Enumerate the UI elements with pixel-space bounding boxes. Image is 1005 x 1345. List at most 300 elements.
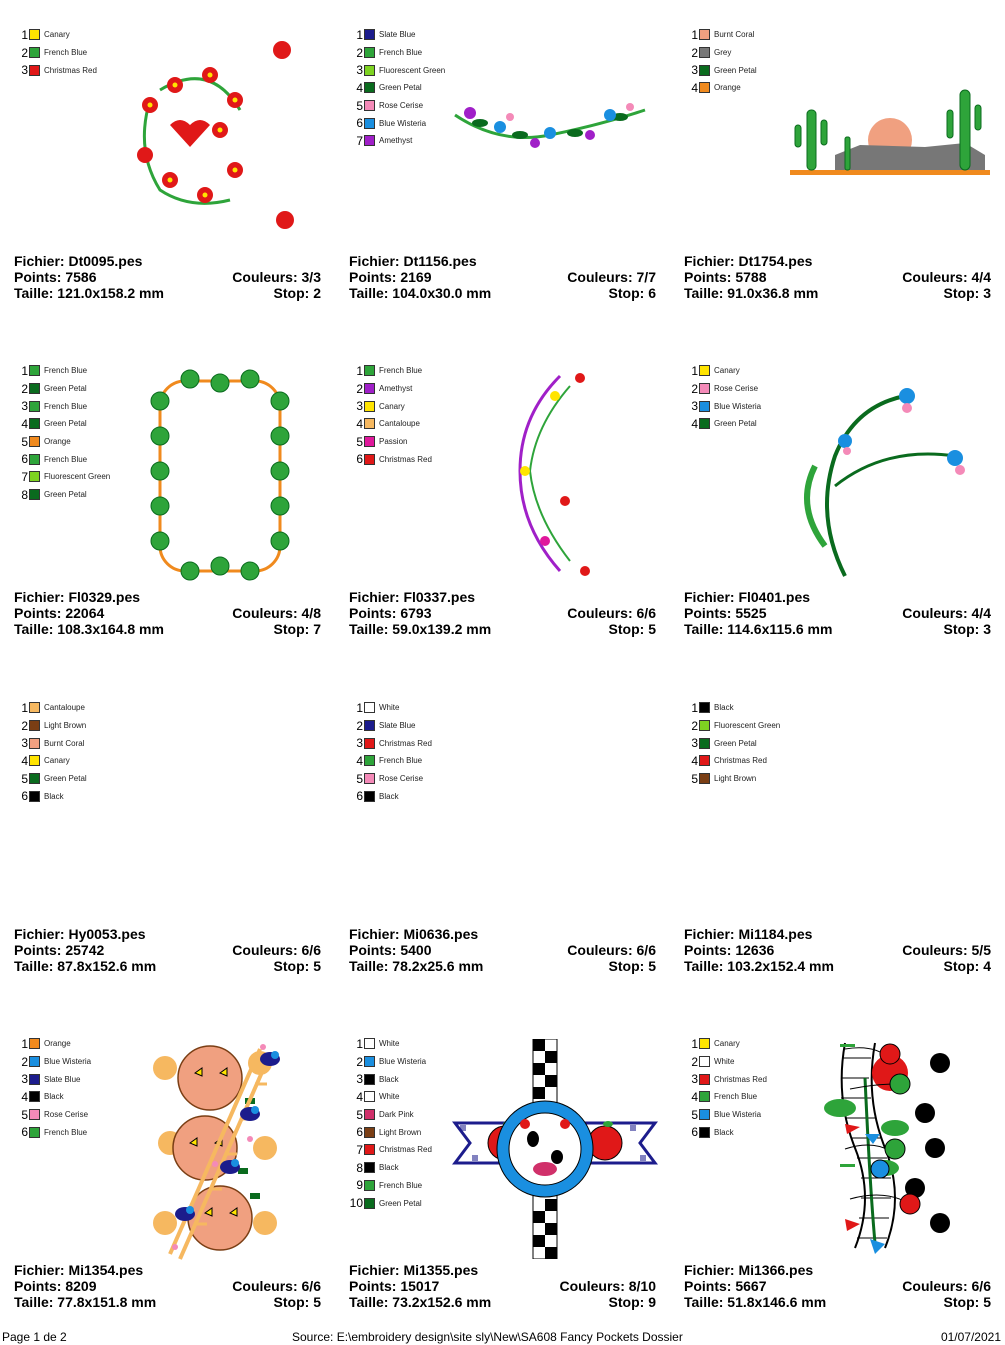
thread-name: Black [379,1163,399,1173]
thread-color-row [682,1035,767,1053]
thread-number: 5 [691,1107,698,1122]
design-card [0,673,335,1009]
design-info [14,926,321,974]
thread-name: Black [379,791,399,801]
thread-number: 3 [21,63,28,78]
thread-name: Green Petal [714,419,757,429]
design-size: Taille: 51.8x146.6 mm [684,1294,827,1310]
file-name: Fichier: Mi1354.pes [14,1262,144,1278]
stop-count: Stop: 3 [943,285,991,301]
thread-name: Green Petal [44,490,87,500]
thread-color-row [682,380,761,398]
design-card [335,673,670,1009]
thread-color-row [347,699,432,717]
thread-color-swatch [29,471,40,482]
thread-number: 5 [21,434,28,449]
thread-color-swatch [699,1056,710,1067]
design-card [670,673,1005,1009]
thread-color-row [682,61,757,79]
thread-number: 1 [691,1036,698,1051]
thread-color-list [347,362,432,468]
thread-color-row [682,1088,767,1106]
stitch-points: Points: 8209 [14,1278,97,1294]
thread-color-row [682,734,780,752]
thread-color-swatch [699,82,710,93]
thread-color-swatch [699,720,710,731]
thread-color-swatch [29,1038,40,1049]
thread-number: 4 [691,1089,698,1104]
thread-color-swatch [699,383,710,394]
design-card [670,0,1005,336]
thread-color-row [347,1177,432,1195]
thread-color-swatch [29,791,40,802]
design-info [684,1262,991,1310]
thread-name: French Blue [379,756,423,766]
thread-number: 3 [356,1072,363,1087]
thread-color-swatch [699,418,710,429]
design-size: Taille: 87.8x152.6 mm [14,958,157,974]
thread-name: Fluorescent Green [44,472,111,482]
thread-color-row [347,1123,432,1141]
thread-number: 3 [21,399,28,414]
stitch-points: Points: 5400 [349,942,432,958]
thread-color-list [12,699,87,805]
thread-color-swatch [364,1074,375,1085]
thread-color-row [12,787,87,805]
thread-number: 8 [356,1160,363,1175]
design-size: Taille: 91.0x36.8 mm [684,285,819,301]
thread-name: Green Petal [44,384,87,394]
thread-color-row [347,44,445,62]
design-preview-cow-checker [495,1039,595,1259]
thread-number: 9 [356,1178,363,1193]
thread-number: 2 [691,718,698,733]
thread-name: Christmas Red [714,1074,767,1084]
thread-color-swatch [29,436,40,447]
thread-number: 4 [356,1089,363,1104]
thread-number: 2 [21,1054,28,1069]
thread-number: 7 [356,1142,363,1157]
thread-number: 4 [691,80,698,95]
thread-number: 5 [691,771,698,786]
thread-color-swatch [29,47,40,58]
stitch-points: Points: 15017 [349,1278,440,1294]
thread-name: Slate Blue [379,30,416,40]
color-count: Couleurs: 6/6 [902,1278,991,1294]
file-name: Fichier: Mi1355.pes [349,1262,479,1278]
thread-name: Canary [379,401,405,411]
stitch-points: Points: 12636 [684,942,775,958]
thread-color-row [347,734,432,752]
thread-color-swatch [364,1144,375,1155]
thread-name: Burnt Coral [714,30,755,40]
thread-number: 4 [21,753,28,768]
file-name: Fichier: Hy0053.pes [14,926,146,942]
thread-color-row [682,770,780,788]
thread-color-row [682,1106,767,1124]
file-name: Fichier: Dt1156.pes [349,253,477,269]
thread-color-swatch [364,1180,375,1191]
thread-name: Amethyst [379,136,413,146]
thread-color-swatch [364,791,375,802]
design-card [335,336,670,672]
design-size: Taille: 103.2x152.4 mm [684,958,834,974]
thread-number: 1 [691,700,698,715]
thread-color-list [347,1035,432,1212]
thread-color-swatch [364,702,375,713]
file-name: Fichier: Fl0401.pes [684,589,811,605]
color-count: Couleurs: 8/10 [559,1278,656,1294]
design-info [349,589,656,637]
design-preview-party-balloons [835,1039,945,1259]
thread-name: Green Petal [379,83,422,93]
thread-name: Black [714,703,734,713]
footer-source-path: Source: E:\embroidery design\site sly\New\SA608 Fancy Pockets Dossier [292,1330,683,1344]
thread-number: 6 [21,1125,28,1140]
design-card [670,336,1005,672]
file-name: Fichier: Fl0337.pes [349,589,476,605]
thread-color-swatch [364,29,375,40]
design-size: Taille: 104.0x30.0 mm [349,285,492,301]
thread-color-swatch [29,702,40,713]
thread-name: Rose Cerise [379,774,424,784]
thread-color-swatch [364,82,375,93]
footer-date: 01/07/2021 [940,1330,1001,1344]
thread-color-swatch [364,365,375,376]
thread-number: 1 [356,363,363,378]
thread-name: French Blue [44,454,88,464]
thread-color-list [347,699,432,805]
stop-count: Stop: 5 [608,621,656,637]
design-info [349,1262,656,1310]
thread-name: Burnt Coral [44,738,85,748]
thread-color-swatch [364,1198,375,1209]
thread-name: Slate Blue [44,1074,81,1084]
thread-name: Green Petal [44,774,87,784]
thread-name: White [379,1039,400,1049]
thread-color-row [12,415,110,433]
design-card [670,1009,1005,1345]
thread-color-row [347,380,432,398]
thread-number: 4 [691,753,698,768]
thread-number: 3 [691,399,698,414]
stop-count: Stop: 2 [273,285,321,301]
stitch-points: Points: 5667 [684,1278,767,1294]
thread-name: Fluorescent Green [714,721,781,731]
thread-color-swatch [364,118,375,129]
design-info [14,589,321,637]
thread-color-row [347,1053,432,1071]
thread-color-swatch [29,418,40,429]
thread-number: 3 [691,736,698,751]
thread-color-row [12,433,110,451]
thread-color-row [347,97,445,115]
thread-color-swatch [364,135,375,146]
color-count: Couleurs: 5/5 [902,942,991,958]
thread-number: 6 [691,1125,698,1140]
thread-color-row [682,362,761,380]
file-name: Fichier: Dt0095.pes [14,253,143,269]
thread-name: Light Brown [379,1127,422,1137]
thread-color-row [347,61,445,79]
thread-color-swatch [29,1091,40,1102]
thread-color-swatch [364,1091,375,1102]
color-count: Couleurs: 4/4 [902,269,991,285]
thread-number: 3 [21,1072,28,1087]
thread-color-swatch [29,738,40,749]
design-size: Taille: 78.2x25.6 mm [349,958,484,974]
thread-color-row [682,1123,767,1141]
thread-number: 1 [21,363,28,378]
design-size: Taille: 77.8x151.8 mm [14,1294,157,1310]
thread-name: Canary [714,366,740,376]
thread-color-list [682,362,761,433]
thread-number: 1 [691,363,698,378]
thread-color-swatch [29,383,40,394]
thread-name: Dark Pink [379,1110,414,1120]
thread-color-row [682,415,761,433]
thread-number: 4 [356,416,363,431]
thread-name: Christmas Red [714,756,767,766]
thread-name: Black [714,1127,734,1137]
thread-number: 6 [356,789,363,804]
thread-number: 2 [691,45,698,60]
thread-number: 6 [21,789,28,804]
design-preview-lily-stem [785,366,995,581]
thread-name: Blue Wisteria [714,1110,762,1120]
thread-name: Black [44,1092,64,1102]
thread-color-list [682,26,757,97]
thread-number: 2 [356,45,363,60]
design-card [0,336,335,672]
thread-number: 3 [356,399,363,414]
thread-color-row [12,734,87,752]
color-count: Couleurs: 6/6 [232,942,321,958]
thread-color-row [347,433,432,451]
thread-color-swatch [699,1074,710,1085]
thread-name: Canary [714,1039,740,1049]
thread-color-row [12,362,110,380]
stitch-points: Points: 22064 [14,605,105,621]
thread-color-row [347,450,432,468]
stitch-points: Points: 5525 [684,605,767,621]
thread-color-row [682,397,761,415]
color-count: Couleurs: 7/7 [567,269,656,285]
thread-color-swatch [699,1091,710,1102]
thread-name: Light Brown [714,774,757,784]
thread-name: Black [379,1074,399,1084]
design-card [0,0,335,336]
thread-color-row [347,752,432,770]
thread-color-swatch [364,720,375,731]
thread-color-list [682,699,780,787]
stop-count: Stop: 9 [608,1294,656,1310]
thread-color-list [12,362,110,504]
design-preview-floral-heart [130,30,305,245]
stop-count: Stop: 3 [943,621,991,637]
thread-color-row [347,1141,432,1159]
design-preview-ivy-frame [140,361,305,586]
thread-name: Rose Cerise [44,1110,89,1120]
thread-color-swatch [364,1056,375,1067]
thread-color-swatch [699,65,710,76]
design-preview-birds-trellis [155,1039,290,1264]
thread-number: 1 [356,1036,363,1051]
thread-number: 3 [691,63,698,78]
thread-color-swatch [364,738,375,749]
thread-name: Green Petal [714,65,757,75]
thread-color-swatch [364,1038,375,1049]
thread-name: French Blue [379,48,423,58]
thread-color-swatch [29,1109,40,1120]
thread-color-list [347,26,445,150]
design-size: Taille: 59.0x139.2 mm [349,621,492,637]
thread-number: 1 [356,700,363,715]
thread-color-row [12,699,87,717]
thread-color-swatch [29,1127,40,1138]
thread-name: French Blue [44,366,88,376]
thread-name: Christmas Red [379,1145,432,1155]
thread-number: 6 [21,452,28,467]
thread-number: 3 [356,736,363,751]
thread-number: 2 [21,45,28,60]
thread-name: Christmas Red [379,454,432,464]
thread-color-swatch [699,29,710,40]
stop-count: Stop: 5 [273,958,321,974]
thread-color-swatch [29,755,40,766]
thread-color-swatch [699,738,710,749]
color-count: Couleurs: 6/6 [567,942,656,958]
thread-color-swatch [364,100,375,111]
thread-color-row [347,397,432,415]
thread-color-row [347,1194,432,1212]
thread-color-row [12,1088,91,1106]
thread-number: 6 [356,1125,363,1140]
stitch-points: Points: 2169 [349,269,432,285]
thread-color-row [347,770,432,788]
thread-number: 3 [21,736,28,751]
design-size: Taille: 114.6x115.6 mm [684,621,833,637]
thread-color-swatch [364,1162,375,1173]
design-info [684,253,991,301]
thread-number: 1 [691,27,698,42]
thread-number: 6 [356,452,363,467]
file-name: Fichier: Dt1754.pes [684,253,813,269]
thread-name: Cantaloupe [44,703,85,713]
thread-color-row [12,1035,91,1053]
thread-number: 2 [21,381,28,396]
thread-number: 1 [21,1036,28,1051]
thread-color-swatch [699,702,710,713]
thread-number: 2 [691,381,698,396]
thread-name: Fluorescent Green [379,65,446,75]
design-info [684,926,991,974]
design-preview-desert-cactus [785,65,995,180]
thread-number: 7 [21,469,28,484]
design-card [335,1009,670,1345]
thread-color-swatch [29,1074,40,1085]
thread-name: Blue Wisteria [379,118,427,128]
design-info [349,926,656,974]
thread-color-swatch [29,454,40,465]
thread-color-row [347,79,445,97]
thread-name: French Blue [379,366,423,376]
thread-color-swatch [29,720,40,731]
thread-name: Light Brown [44,721,87,731]
thread-name: Canary [44,30,70,40]
thread-number: 1 [21,27,28,42]
thread-color-row [12,1106,91,1124]
thread-number: 2 [356,1054,363,1069]
thread-color-swatch [364,436,375,447]
thread-color-row [12,486,110,504]
thread-color-swatch [364,47,375,58]
color-count: Couleurs: 6/6 [232,1278,321,1294]
stop-count: Stop: 4 [943,958,991,974]
stop-count: Stop: 6 [608,285,656,301]
color-count: Couleurs: 3/3 [232,269,321,285]
thread-color-row [347,1035,432,1053]
thread-name: Orange [44,1039,71,1049]
thread-color-swatch [29,29,40,40]
color-count: Couleurs: 4/8 [232,605,321,621]
file-name: Fichier: Mi0636.pes [349,926,479,942]
thread-color-list [12,26,97,79]
thread-name: Black [44,791,64,801]
thread-color-swatch [699,1109,710,1120]
thread-name: Green Petal [44,419,87,429]
thread-number: 2 [21,718,28,733]
thread-color-row [12,1053,91,1071]
thread-color-row [682,44,757,62]
thread-name: Canary [44,756,70,766]
thread-color-row [12,717,87,735]
thread-name: White [714,1057,735,1067]
thread-name: Amethyst [379,384,413,394]
thread-name: French Blue [714,1092,758,1102]
thread-color-swatch [699,47,710,58]
thread-name: Passion [379,437,408,447]
thread-color-swatch [699,1038,710,1049]
thread-name: Orange [44,437,71,447]
file-name: Fichier: Mi1184.pes [684,926,813,942]
thread-number: 8 [21,487,28,502]
file-name: Fichier: Fl0329.pes [14,589,141,605]
design-size: Taille: 108.3x164.8 mm [14,621,164,637]
file-name: Fichier: Mi1366.pes [684,1262,814,1278]
thread-color-row [682,26,757,44]
thread-color-row [12,397,110,415]
thread-color-row [347,1088,432,1106]
thread-color-swatch [29,401,40,412]
thread-name: Slate Blue [379,721,416,731]
thread-name: White [379,1092,400,1102]
thread-number: 1 [356,27,363,42]
thread-number: 10 [349,1196,363,1211]
thread-color-row [12,1123,91,1141]
stitch-points: Points: 25742 [14,942,105,958]
thread-name: French Blue [44,1127,88,1137]
thread-name: Blue Wisteria [44,1057,92,1067]
thread-number: 2 [356,718,363,733]
thread-color-swatch [29,773,40,784]
thread-name: French Blue [44,401,88,411]
thread-name: Green Petal [379,1198,422,1208]
color-count: Couleurs: 4/4 [902,605,991,621]
thread-color-swatch [699,401,710,412]
thread-number: 5 [356,771,363,786]
thread-color-row [682,752,780,770]
